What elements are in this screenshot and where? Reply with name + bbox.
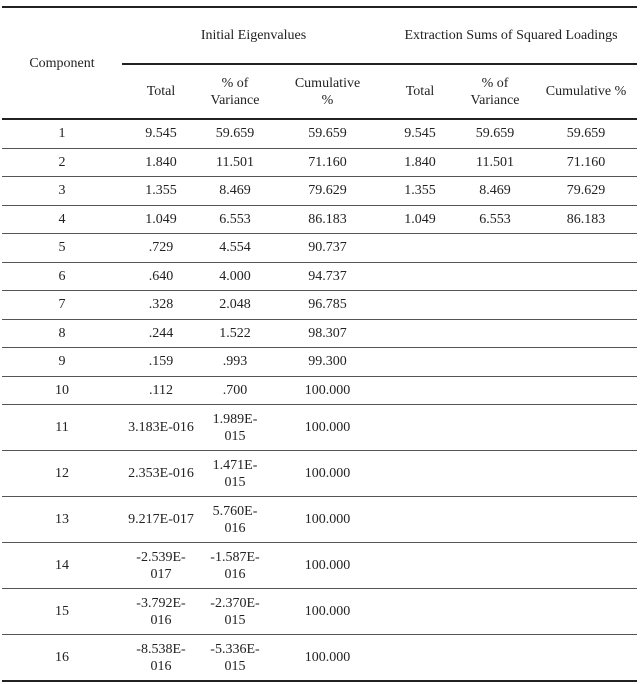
table-row — [2, 319, 637, 348]
cell-ext-cumulative — [535, 262, 637, 291]
cell-ext-variance — [455, 291, 535, 320]
cell-total: .159 — [122, 348, 200, 377]
cell-cumulative: 100.000 — [270, 635, 385, 682]
cell-ext-variance — [455, 262, 535, 291]
cell-total: 2.353E-016 — [122, 451, 200, 497]
cell-cumulative: 98.307 — [270, 319, 385, 348]
cell-ext-variance — [455, 451, 535, 497]
cell-ext-cumulative: 79.629 — [535, 177, 637, 206]
cell-component: 3 — [2, 177, 122, 206]
cell-variance: 4.000 — [200, 262, 270, 291]
table-row — [2, 119, 637, 148]
table-row — [2, 451, 637, 497]
cell-ext-cumulative — [535, 589, 637, 635]
cell-total: .729 — [122, 234, 200, 263]
cell-component: 9 — [2, 348, 122, 377]
col-header-ext-cumulative: Cumulative % — [535, 64, 637, 119]
cell-component: 12 — [2, 451, 122, 497]
table-row — [2, 376, 637, 405]
col-header-ext-variance: % of Variance — [455, 64, 535, 119]
cell-cumulative: 100.000 — [270, 451, 385, 497]
cell-cumulative: 59.659 — [270, 119, 385, 148]
cell-ext-cumulative: 71.160 — [535, 148, 637, 177]
cell-variance: 1.522 — [200, 319, 270, 348]
cell-total: -8.538E-016 — [122, 635, 200, 682]
cell-ext-variance: 6.553 — [455, 205, 535, 234]
cell-variance: -1.587E-016 — [200, 543, 270, 589]
table-row — [2, 177, 637, 206]
cell-variance: 4.554 — [200, 234, 270, 263]
table-row — [2, 262, 637, 291]
table-row — [2, 205, 637, 234]
cell-ext-variance — [455, 635, 535, 682]
cell-ext-variance — [455, 497, 535, 543]
cell-component: 11 — [2, 405, 122, 451]
cell-ext-cumulative — [535, 451, 637, 497]
cell-ext-cumulative: 59.659 — [535, 119, 637, 148]
cell-cumulative: 99.300 — [270, 348, 385, 377]
cell-ext-cumulative — [535, 348, 637, 377]
cell-ext-total: 9.545 — [385, 119, 455, 148]
cell-ext-total: 1.840 — [385, 148, 455, 177]
cell-component: 7 — [2, 291, 122, 320]
component-header: Component — [2, 7, 122, 119]
cell-total: 1.049 — [122, 205, 200, 234]
cell-cumulative: 96.785 — [270, 291, 385, 320]
cell-total: -2.539E-017 — [122, 543, 200, 589]
cell-variance: -2.370E-015 — [200, 589, 270, 635]
table-row — [2, 543, 637, 589]
cell-total: 9.545 — [122, 119, 200, 148]
cell-component: 8 — [2, 319, 122, 348]
cell-ext-total — [385, 635, 455, 682]
cell-variance: .700 — [200, 376, 270, 405]
cell-component: 13 — [2, 497, 122, 543]
cell-ext-cumulative — [535, 291, 637, 320]
table-row — [2, 148, 637, 177]
table-row — [2, 497, 637, 543]
table-row — [2, 405, 637, 451]
col-header-variance: % of Variance — [200, 64, 270, 119]
cell-ext-total: 1.049 — [385, 205, 455, 234]
cell-component: 2 — [2, 148, 122, 177]
cell-ext-total — [385, 543, 455, 589]
cell-total: 1.355 — [122, 177, 200, 206]
cell-component: 6 — [2, 262, 122, 291]
cell-component: 10 — [2, 376, 122, 405]
table-row — [2, 291, 637, 320]
cell-ext-total — [385, 319, 455, 348]
cell-ext-total — [385, 405, 455, 451]
cell-total: .640 — [122, 262, 200, 291]
cell-ext-cumulative — [535, 319, 637, 348]
total-variance-explained-table — [2, 6, 637, 682]
cell-variance: .993 — [200, 348, 270, 377]
cell-cumulative: 94.737 — [270, 262, 385, 291]
table-row — [2, 589, 637, 635]
col-header-total: Total — [122, 64, 200, 119]
cell-cumulative: 90.737 — [270, 234, 385, 263]
cell-total: -3.792E-016 — [122, 589, 200, 635]
cell-ext-cumulative — [535, 405, 637, 451]
cell-variance: 1.989E-015 — [200, 405, 270, 451]
cell-ext-cumulative: 86.183 — [535, 205, 637, 234]
cell-ext-variance — [455, 234, 535, 263]
cell-ext-total — [385, 291, 455, 320]
col-header-cumulative: Cumulative % — [270, 64, 385, 119]
cell-cumulative: 100.000 — [270, 376, 385, 405]
cell-ext-variance: 11.501 — [455, 148, 535, 177]
cell-ext-cumulative — [535, 543, 637, 589]
cell-total: .328 — [122, 291, 200, 320]
table-row — [2, 348, 637, 377]
cell-ext-cumulative — [535, 376, 637, 405]
cell-total: .112 — [122, 376, 200, 405]
col-header-ext-total: Total — [385, 64, 455, 119]
cell-variance: 8.469 — [200, 177, 270, 206]
cell-component: 4 — [2, 205, 122, 234]
cell-ext-variance: 59.659 — [455, 119, 535, 148]
cell-ext-variance — [455, 376, 535, 405]
cell-total: 1.840 — [122, 148, 200, 177]
cell-variance: 5.760E-016 — [200, 497, 270, 543]
cell-cumulative: 100.000 — [270, 589, 385, 635]
cell-component: 1 — [2, 119, 122, 148]
cell-variance: 6.553 — [200, 205, 270, 234]
cell-ext-total: 1.355 — [385, 177, 455, 206]
cell-cumulative: 100.000 — [270, 497, 385, 543]
cell-ext-cumulative — [535, 497, 637, 543]
extraction-sums-header: Extraction Sums of Squared Loadings — [385, 7, 637, 64]
cell-cumulative: 100.000 — [270, 543, 385, 589]
cell-ext-total — [385, 234, 455, 263]
table-body — [2, 119, 637, 681]
cell-component: 5 — [2, 234, 122, 263]
cell-component: 15 — [2, 589, 122, 635]
cell-ext-total — [385, 589, 455, 635]
cell-ext-variance — [455, 405, 535, 451]
cell-ext-cumulative — [535, 234, 637, 263]
cell-total: 3.183E-016 — [122, 405, 200, 451]
cell-variance: 59.659 — [200, 119, 270, 148]
cell-cumulative: 86.183 — [270, 205, 385, 234]
cell-ext-total — [385, 451, 455, 497]
cell-variance: 2.048 — [200, 291, 270, 320]
cell-ext-variance — [455, 348, 535, 377]
cell-cumulative: 79.629 — [270, 177, 385, 206]
cell-ext-variance — [455, 319, 535, 348]
cell-component: 16 — [2, 635, 122, 682]
cell-variance: -5.336E-015 — [200, 635, 270, 682]
cell-ext-total — [385, 348, 455, 377]
cell-ext-variance — [455, 543, 535, 589]
cell-total: .244 — [122, 319, 200, 348]
cell-total: 9.217E-017 — [122, 497, 200, 543]
cell-ext-total — [385, 262, 455, 291]
cell-ext-variance: 8.469 — [455, 177, 535, 206]
initial-eigenvalues-header: Initial Eigenvalues — [122, 7, 385, 64]
cell-cumulative: 71.160 — [270, 148, 385, 177]
cell-cumulative: 100.000 — [270, 405, 385, 451]
cell-ext-total — [385, 376, 455, 405]
table-row — [2, 234, 637, 263]
cell-component: 14 — [2, 543, 122, 589]
table-row — [2, 635, 637, 682]
cell-ext-total — [385, 497, 455, 543]
cell-variance: 11.501 — [200, 148, 270, 177]
cell-variance: 1.471E-015 — [200, 451, 270, 497]
cell-ext-variance — [455, 589, 535, 635]
cell-ext-cumulative — [535, 635, 637, 682]
